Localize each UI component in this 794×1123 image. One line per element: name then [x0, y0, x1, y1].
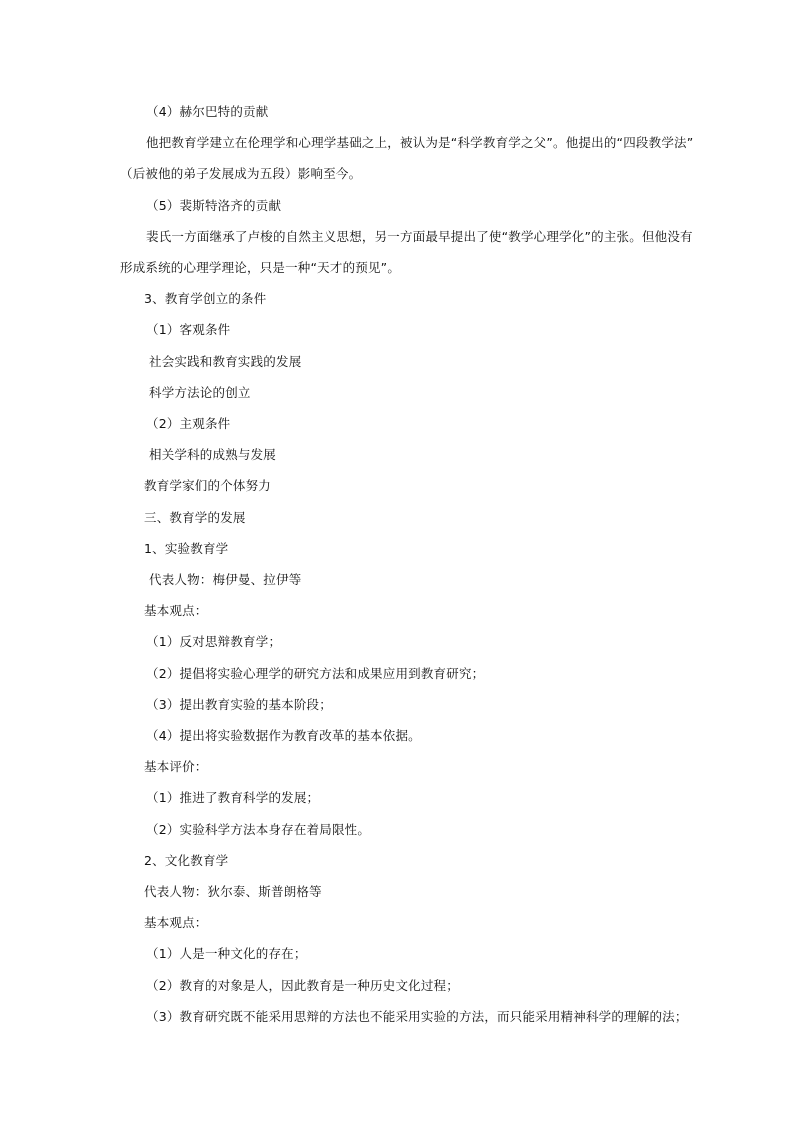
list-item: 教育学家们的个体努力	[144, 478, 272, 493]
list-item: 相关学科的成熟与发展	[149, 447, 277, 462]
list-item: （1）人是一种文化的存在；	[146, 946, 307, 961]
list-item: 科学方法论的创立	[149, 385, 251, 400]
label-basic-views: 基本观点：	[144, 603, 208, 618]
label-basic-views: 基本观点：	[144, 915, 208, 930]
list-item: （1）反对思辩教育学；	[146, 634, 282, 649]
list-item: （2）实验科学方法本身存在着局限性。	[146, 822, 371, 837]
section-heading-development: 三、教育学的发展	[144, 510, 246, 525]
subheading-cultural: 2、文化教育学	[144, 853, 229, 868]
label-basic-evaluation: 基本评价：	[144, 759, 208, 774]
subheading-subjective: （2）主观条件	[146, 416, 231, 431]
list-item: （3）教育研究既不能采用思辩的方法也不能采用实验的方法，而只能采用精神科学的理解的法；	[146, 1009, 688, 1024]
heading-pestalozzi: （5）裴斯特洛齐的贡献	[146, 198, 282, 213]
list-item: （2）提倡将实验心理学的研究方法和成果应用到教育研究；	[146, 666, 485, 681]
paragraph-pestalozzi-line2: 形成系统的心理学理论，只是一种“天才的预见”。	[120, 260, 401, 275]
list-item: （2）教育的对象是人，因此教育是一种历史文化过程；	[146, 978, 459, 993]
list-item: （1）推进了教育科学的发展；	[146, 790, 320, 805]
subheading-objective: （1）客观条件	[146, 322, 231, 337]
subheading-experimental: 1、实验教育学	[144, 541, 229, 556]
paragraph-herbart-line2: （后被他的弟子发展成为五段）影响至今。	[120, 166, 362, 181]
paragraph-herbart-line1: 他把教育学建立在伦理学和心理学基础之上，被认为是“科学教育学之父”。他提出的“四段教学法”	[146, 135, 694, 150]
list-item: （3）提出教育实验的基本阶段；	[146, 697, 332, 712]
list-item: 社会实践和教育实践的发展	[149, 354, 302, 369]
paragraph-pestalozzi-line1: 裴氏一方面继承了卢梭的自然主义思想，另一方面最早提出了使“教学心理学化”的主张。但他没有	[146, 229, 693, 244]
representatives-experimental: 代表人物：梅伊曼、拉伊等	[149, 572, 302, 587]
section-heading-conditions: 3、教育学创立的条件	[144, 291, 267, 306]
list-item: （4）提出将实验数据作为教育改革的基本依据。	[146, 728, 421, 743]
heading-herbart: （4）赫尔巴特的贡献	[146, 104, 269, 119]
representatives-cultural: 代表人物：狄尔泰、斯普朗格等	[144, 884, 322, 899]
